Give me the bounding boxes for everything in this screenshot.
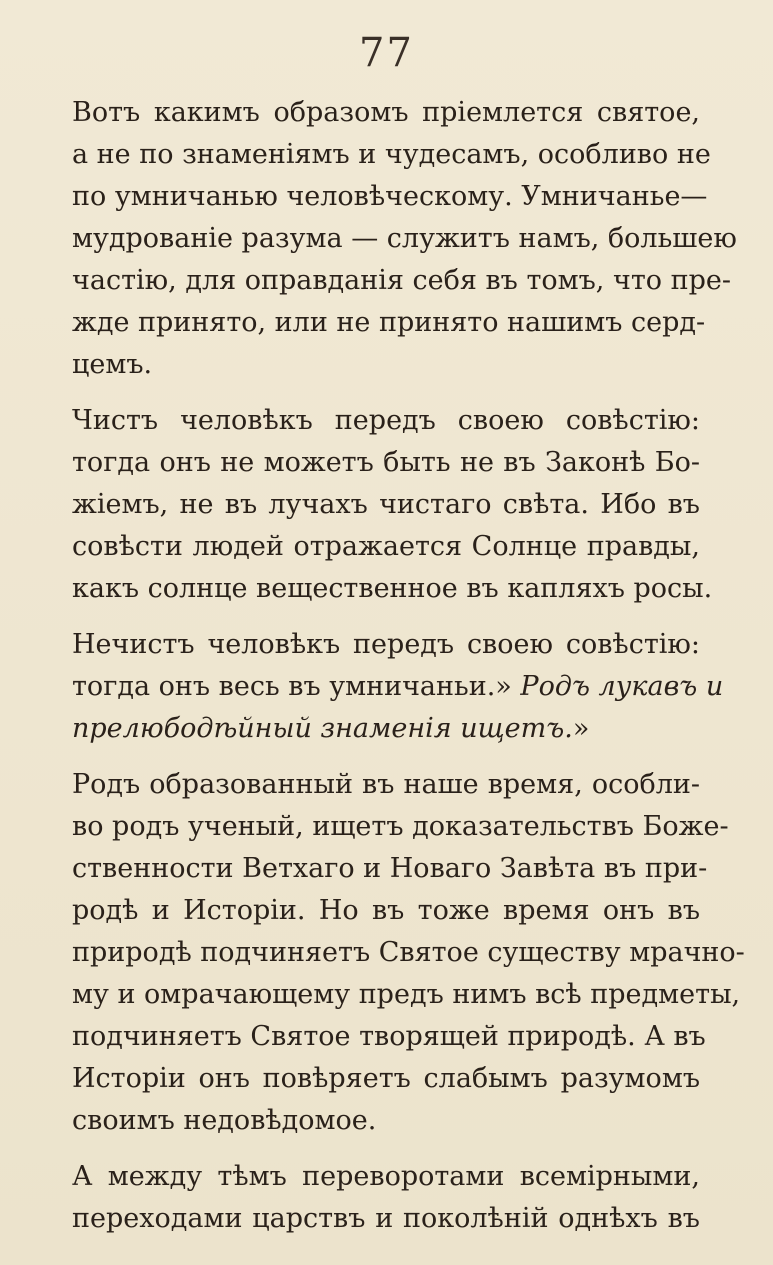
text-line: А между тѣмъ переворотами всемірными, xyxy=(72,1161,700,1192)
text-line: жіемъ, не въ лучахъ чистаго свѣта. Ибо въ xyxy=(72,489,700,520)
text-line: жде принято, или не принято нашимъ серд- xyxy=(72,307,706,338)
text-line: тогда онъ не можетъ быть не въ Законѣ Бо- xyxy=(72,447,700,478)
text-normal: тогда онъ весь въ умничаньи.» xyxy=(72,671,521,702)
paragraph-2 xyxy=(72,400,713,610)
text-line: Родъ образованный въ наше время, особли- xyxy=(72,769,700,800)
quote-italic: прелюбодѣйный знаменія ищетъ. xyxy=(72,713,573,744)
closing-quote: » xyxy=(572,713,590,744)
text-line: му и омрачающему предъ нимъ всѣ предметы, xyxy=(72,979,741,1010)
paragraph-4 xyxy=(72,764,745,1142)
text-line: Вотъ какимъ образомъ пріемлется святое, xyxy=(72,97,700,128)
page-number: 77 xyxy=(359,30,414,76)
text-line: переходами царствъ и поколѣній однѣхъ въ xyxy=(72,1203,700,1234)
paragraph-3 xyxy=(72,624,724,750)
paragraph-1 xyxy=(72,92,737,386)
text-line: какъ солнце вещественное въ капляхъ росы. xyxy=(72,573,713,604)
text-line: во родъ ученый, ищетъ доказательствъ Боже- xyxy=(72,811,729,842)
text-line: своимъ недовѣдомое. xyxy=(72,1105,377,1136)
text-line: а не по знаменіямъ и чудесамъ, особливо не xyxy=(72,139,711,170)
text-line: мудрованіе разума — служитъ намъ, большею xyxy=(72,223,737,254)
text-line: ственности Ветхаго и Новаго Завѣта въ при- xyxy=(72,853,708,884)
body-text xyxy=(72,92,745,1240)
text-line: родѣ и Исторіи. Но въ тоже время онъ въ xyxy=(72,895,700,926)
text-line: совѣсти людей отражается Солнце правды, xyxy=(72,531,700,562)
text-line xyxy=(72,708,700,750)
text-line xyxy=(72,666,724,708)
text-line: цемъ. xyxy=(72,349,153,380)
quote-italic: Родъ лукавъ и xyxy=(520,671,724,702)
text-line: Чистъ человѣкъ передъ своею совѣстію: xyxy=(72,405,700,436)
text-line: по умничанью человѣческому. Умничанье— xyxy=(72,181,708,212)
text-line: природѣ подчиняетъ Святое существу мрачно- xyxy=(72,937,745,968)
text-line: Нечистъ человѣкъ передъ своею совѣстію: xyxy=(72,629,700,660)
text-line: частію, для оправданія себя въ томъ, что пре- xyxy=(72,265,731,296)
text-line: подчиняетъ Святое творящей природѣ. А въ xyxy=(72,1021,706,1052)
paragraph-5 xyxy=(72,1156,700,1240)
text-line: Исторіи онъ повѣряетъ слабымъ разумомъ xyxy=(72,1063,700,1094)
